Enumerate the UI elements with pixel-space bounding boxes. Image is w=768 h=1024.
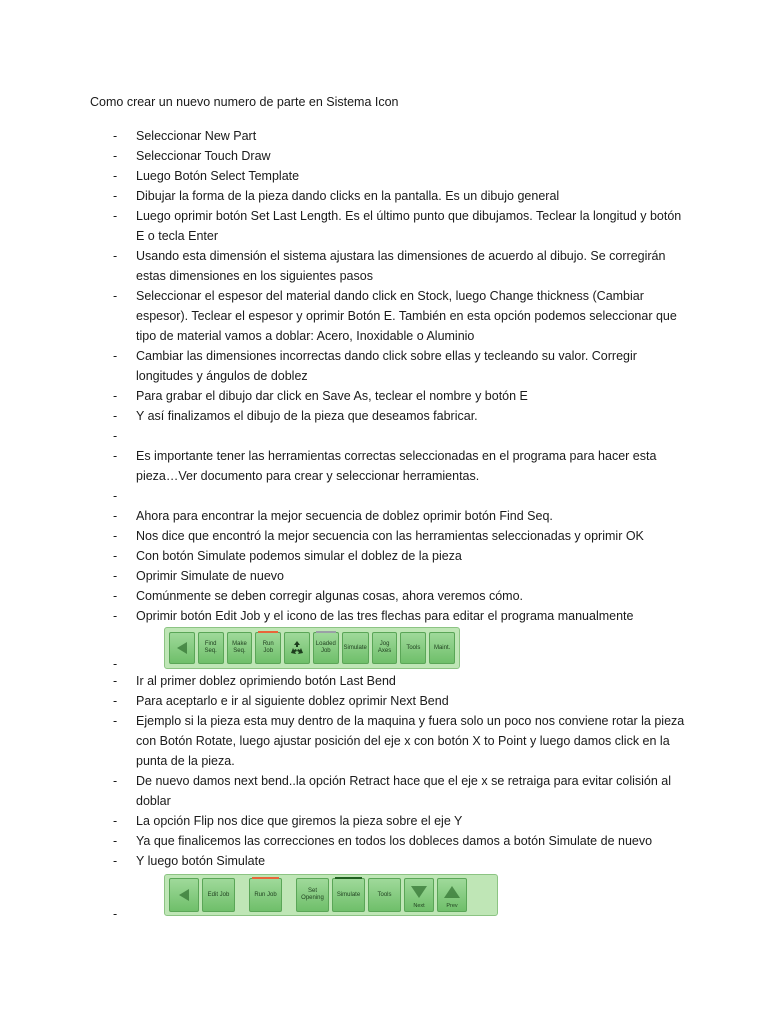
run-job-button[interactable] (249, 878, 282, 912)
toolbar-2-item (113, 874, 693, 921)
left-arrow-icon (179, 889, 189, 901)
simulate-indicator (335, 877, 362, 879)
spacer (238, 895, 246, 896)
list-item (113, 691, 693, 711)
back-arrow-button[interactable] (169, 878, 199, 912)
list-dash: - (113, 907, 118, 921)
list-item (113, 386, 693, 406)
run-job-label: Run Job (254, 891, 277, 898)
list-item (113, 526, 693, 546)
list-item (113, 771, 693, 811)
list-item-text: Ahora para encontrar la mejor secuencia de doblez oprimir botón Find Seq. (136, 509, 553, 523)
toolbar-1-item (113, 627, 693, 669)
run-job-button[interactable] (255, 632, 281, 664)
list-dash: - (113, 657, 118, 671)
toolbar-image-2 (164, 874, 498, 916)
tools-button[interactable]: Tools (400, 632, 426, 664)
edit-job-button[interactable]: Edit Job (202, 878, 235, 912)
list-item (113, 126, 693, 146)
list-dash: - (113, 674, 118, 688)
list-dash: - (113, 609, 118, 623)
list-dash: - (113, 834, 118, 848)
document-title: Como crear un nuevo numero de parte en Sistema Icon (90, 95, 399, 109)
prev-button[interactable] (437, 878, 467, 912)
list-item (113, 426, 693, 446)
list-dash: - (113, 589, 118, 603)
list-item-text: Ir al primer doblez oprimiendo botón Last Bend (136, 674, 396, 688)
jog-axes-button[interactable]: Jog Axes (372, 632, 398, 664)
list-item (113, 506, 693, 526)
list-dash: - (113, 449, 118, 463)
list-item-text: Cambiar las dimensiones incorrectas dando click sobre ellas y tecleando su valor. Corregir longitudes y ángulos de doblez (136, 349, 637, 383)
list-item-text: Para aceptarlo e ir al siguiente doblez oprimir Next Bend (136, 694, 449, 708)
simulate-button[interactable]: Simulate (342, 632, 369, 664)
back-arrow-button[interactable] (169, 632, 195, 664)
list-item-text: Con botón Simulate podemos simular el doblez de la pieza (136, 549, 462, 563)
list-item-text: De nuevo damos next bend..la opción Retract hace que el eje x se retraiga para evitar colisión al doblar (136, 774, 672, 808)
list-item-text: Luego oprimir botón Set Last Length. Es el último punto que dibujamos. Teclear la longitud y botón E o tecla Enter (136, 209, 682, 243)
list-item-text: Ya que finalicemos las correcciones en todos los dobleces damos a botón Simulate de nuevo (136, 834, 653, 848)
list-dash: - (113, 549, 118, 563)
three-arrows-button[interactable] (284, 632, 310, 664)
list-item (113, 811, 693, 831)
toolbar-image-1 (164, 627, 460, 669)
list-item (113, 406, 693, 426)
list-dash: - (113, 774, 118, 788)
list-item (113, 546, 693, 566)
left-arrow-icon (177, 642, 187, 654)
list-item-text: Es importante tener las herramientas correctas seleccionadas en el programa para hacer esta pieza…Ver documento para crear y seleccionar herramientas. (136, 449, 657, 483)
list-item-text: Y así finalizamos el dibujo de la pieza que deseamos fabricar. (136, 409, 478, 423)
up-arrow-icon (444, 886, 460, 898)
run-job-label: Run Job (262, 641, 274, 654)
list-item-text: Comúnmente se deben corregir algunas cosas, ahora veremos cómo. (136, 589, 524, 603)
list-dash: - (113, 529, 118, 543)
list-item (113, 566, 693, 586)
list-item-text: Seleccionar el espesor del material dando click en Stock, luego Change thickness (Cambiar espesor). Teclear el espesor y oprimir Botón E. También en esta opción podemos seleccionar que tipo de material vamos a doblar: Acero, Inoxidable o Aluminio (136, 289, 677, 343)
list-item (113, 166, 693, 186)
list-dash: - (113, 149, 118, 163)
list-item-text: Y luego botón Simulate (136, 854, 266, 868)
simulate-button[interactable] (332, 878, 365, 912)
list-dash: - (113, 489, 118, 503)
list-dash: - (113, 409, 118, 423)
next-label: Next (413, 903, 425, 909)
list-dash: - (113, 569, 118, 583)
tools-button[interactable]: Tools (368, 878, 401, 912)
list-item-text: Oprimir botón Edit Job y el icono de las tres flechas para editar el programa manualmente (136, 609, 634, 623)
loaded-job-indicator (316, 631, 336, 633)
loaded-job-label: Loaded Job (315, 641, 336, 654)
list-item-text: Ejemplo si la pieza esta muy dentro de la maquina y fuera solo un poco nos conviene rotar la pieza con Botón Rotate, luego ajustar posición del eje x con botón X to Point y luego damos click en la punta de la pieza. (136, 714, 685, 768)
list-dash: - (113, 129, 118, 143)
list-item (113, 286, 693, 346)
loaded-job-button[interactable] (313, 632, 339, 664)
list-item-text: Luego Botón Select Template (136, 169, 300, 183)
list-dash: - (113, 694, 118, 708)
list-item (113, 671, 693, 691)
find-seq-button[interactable]: Find Seq. (198, 632, 224, 664)
list-item-text: Oprimir Simulate de nuevo (136, 569, 284, 583)
list-item (113, 586, 693, 606)
down-arrow-icon (411, 886, 427, 898)
list-dash: - (113, 209, 118, 223)
list-dash: - (113, 349, 118, 363)
list-item-text: Para grabar el dibujo dar click en Save As, teclear el nombre y botón E (136, 389, 528, 403)
list-dash: - (113, 289, 118, 303)
list-item (113, 606, 693, 626)
spacer (285, 895, 293, 896)
list-dash: - (113, 249, 118, 263)
list-item-text: Seleccionar New Part (136, 129, 257, 143)
list-item-text: Dibujar la forma de la pieza dando clicks en la pantalla. Es un dibujo general (136, 189, 560, 203)
run-job-indicator (258, 631, 278, 633)
list-item (113, 186, 693, 206)
list-dash: - (113, 169, 118, 183)
prev-label: Prev (446, 903, 458, 909)
run-job-indicator (252, 877, 279, 879)
steps-list (113, 126, 693, 921)
list-item (113, 146, 693, 166)
list-item (113, 206, 693, 246)
list-item (113, 486, 693, 506)
simulate-label: Simulate (336, 891, 361, 898)
list-item (113, 851, 693, 871)
list-item (113, 711, 693, 771)
maint-button[interactable]: Maint. (429, 632, 455, 664)
list-dash: - (113, 854, 118, 868)
list-dash: - (113, 429, 118, 443)
list-dash: - (113, 509, 118, 523)
list-item-text: Nos dice que encontró la mejor secuencia con las herramientas seleccionadas y oprimir OK (136, 529, 644, 543)
list-item-text: Usando esta dimensión el sistema ajustara las dimensiones de acuerdo al dibujo. Se corregirán estas dimensiones en los siguientes pasos (136, 249, 666, 283)
list-dash: - (113, 389, 118, 403)
list-item (113, 831, 693, 851)
list-dash: - (113, 814, 118, 828)
make-seq-button[interactable]: Make Seq. (227, 632, 253, 664)
list-item-text: La opción Flip nos dice que giremos la pieza sobre el eje Y (136, 814, 463, 828)
list-item (113, 446, 693, 486)
list-item (113, 246, 693, 286)
set-opening-button[interactable]: Set Opening (296, 878, 329, 912)
list-dash: - (113, 714, 118, 728)
list-dash: - (113, 189, 118, 203)
list-item-text: Seleccionar Touch Draw (136, 149, 271, 163)
list-item (113, 346, 693, 386)
next-button[interactable] (404, 878, 434, 912)
three-arrows-icon (289, 640, 305, 656)
